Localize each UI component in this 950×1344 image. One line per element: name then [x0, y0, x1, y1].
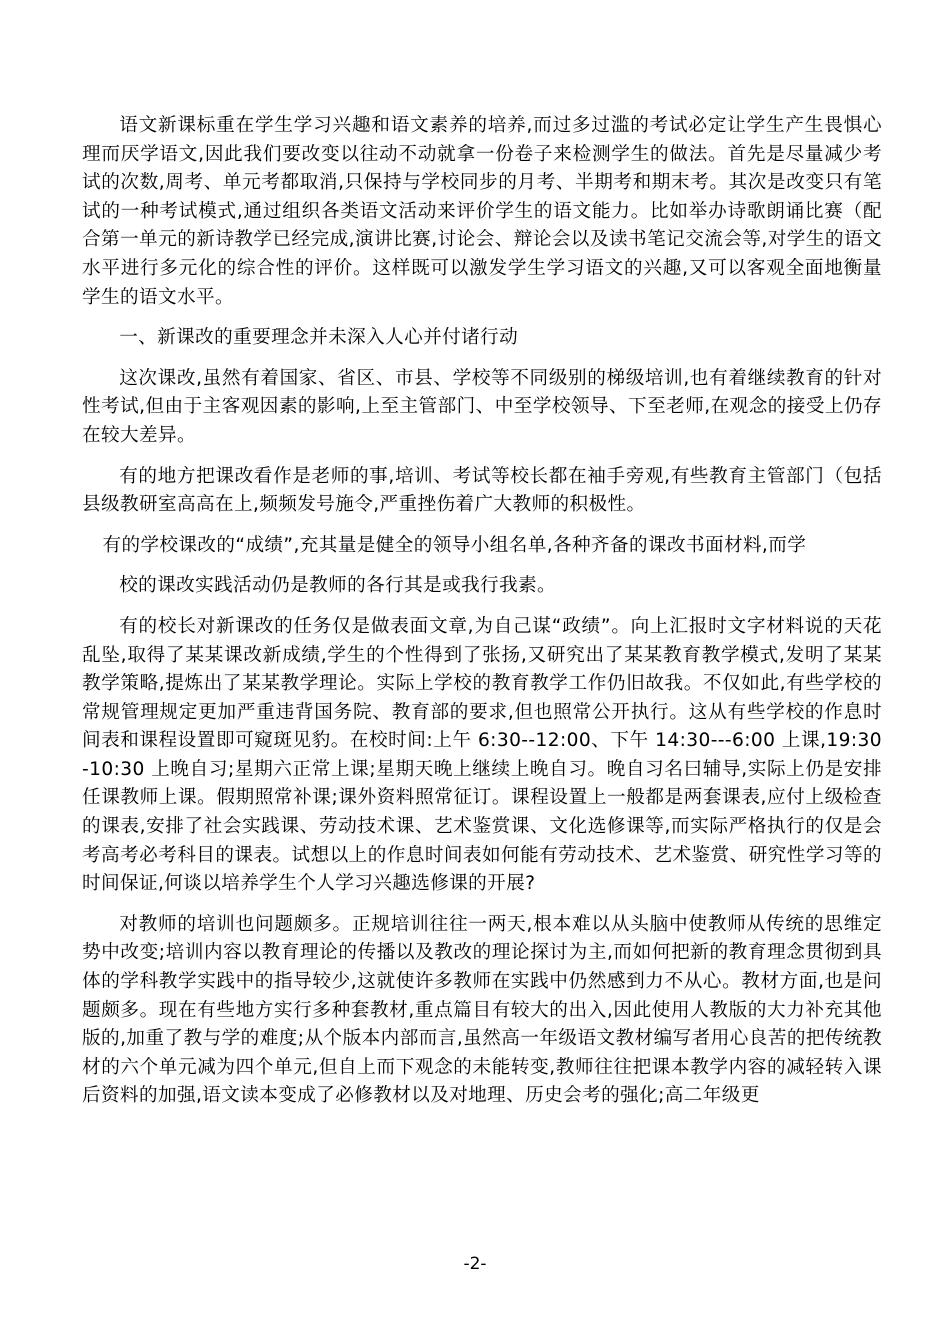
paragraph: 语文新课标重在学生学习兴趣和语文素养的培养,而过多过滥的考试必定让学生产生畏惧心理而厌学语文,因此我们要改变以往动不动就拿一份卷子来检测学生的做法。首先是尽量减少考试的次数,周考、单元考都取消,只保持与学校同步的月考、半期考和期末考。其次是改变只有笔试的一种考试模式,通过组织各类语文活动来评价学生的语文能力。比如举办诗歌朗诵比赛（配合第一单元的新诗教学已经完成,演讲比赛,讨论会、辩论会以及读书笔记交流会等,对学生的语文水平进行多元化的综合性的评价。这样既可以激发学生学习语文的兴趣,又可以客观全面地衡量学生的语文水平。: [82, 115, 882, 308]
paragraph: 有的校长对新课改的任务仅是做表面文章,为自己谋“政绩”。向上汇报时文字材料说的天花乱坠,取得了某某课改新成绩,学生的个性得到了张扬,又研究出了某某教育教学模式,发明了某某教学策略,提炼出了某某教学理论。实际上学校的教育教学工作仍旧故我。不仅如此,有些学校的常规管理规定更加严重违背国务院、教育部的要求,但也照常公开执行。这从有些学校的作息时间表和课程设置即可窥斑见豹。在校时间:上午 6:30--12:00、下午 14:30---6:00 上课,19:30-10:30 上晚自习;星期六正常上课;星期天晚上继续上晚自习。晚自习名曰辅导,实际上仍是安排任课教师上课。假期照常补课;课外资料照常征订。课程设置上一般都是两套课表,应付上级检查的课表,安排了社会实践课、劳动技术课、艺术鉴赏课、文化选修课等,而实际严格执行的仅是会考高考必考科目的课表。试想以上的作息时间表如何能有劳动技术、艺术鉴赏、研究性学习等的时间保证,何谈以培养学生个人学习兴趣选修课的开展?: [82, 615, 882, 895]
paragraph: 有的地方把课改看作是老师的事,培训、考试等校长都在袖手旁观,有些教育主管部门（包括县级教研室高高在上,频频发号施令,严重挫伤着广大教师的积极性。: [82, 465, 882, 516]
paragraph: 这次课改,虽然有着国家、省区、市县、学校等不同级别的梯级培训,也有着继续教育的针对性考试,但由于主客观因素的影响,上至主管部门、中至学校领导、下至老师,在观念的接受上仍存在较大差异。: [82, 367, 882, 446]
page-body: [82, 112, 882, 1123]
page-number: -2-: [463, 1254, 487, 1274]
paragraph: 有的学校课改的“成绩”,充其量是健全的领导小组名单,各种齐备的课改书面材料,而学: [102, 534, 807, 556]
section-heading: 一、新课改的重要理念并未深入人心并付诸行动: [119, 327, 519, 349]
paragraph: 校的课改实践活动仍是教师的各行其是或我行我素。: [119, 575, 557, 597]
paragraph: 对教师的培训也问题颇多。正规培训往往一两天,根本难以从头脑中使教师从传统的思维定势中改变;培训内容以教育理论的传播以及教改的理论探讨为主,而如何把新的教育理念贯彻到具体的学科教学实践中的指导较少,这就使许多教师在实践中仍然感到力不从心。教材方面,也是问题颇多。现在有些地方实行多种套教材,重点篇目有较大的出入,因此使用人教版的大力补充其他版的,加重了教与学的难度;从个版本内部而言,虽然高一年级语文教材编写者用心良苦的把传统教材的六个单元减为四个单元,但自上而下观念的未能转变,教师往往把课本教学内容的减轻转入课后资料的加强,语文读本变成了必修教材以及对地理、历史会考的强化;高二年级更: [82, 913, 882, 1107]
